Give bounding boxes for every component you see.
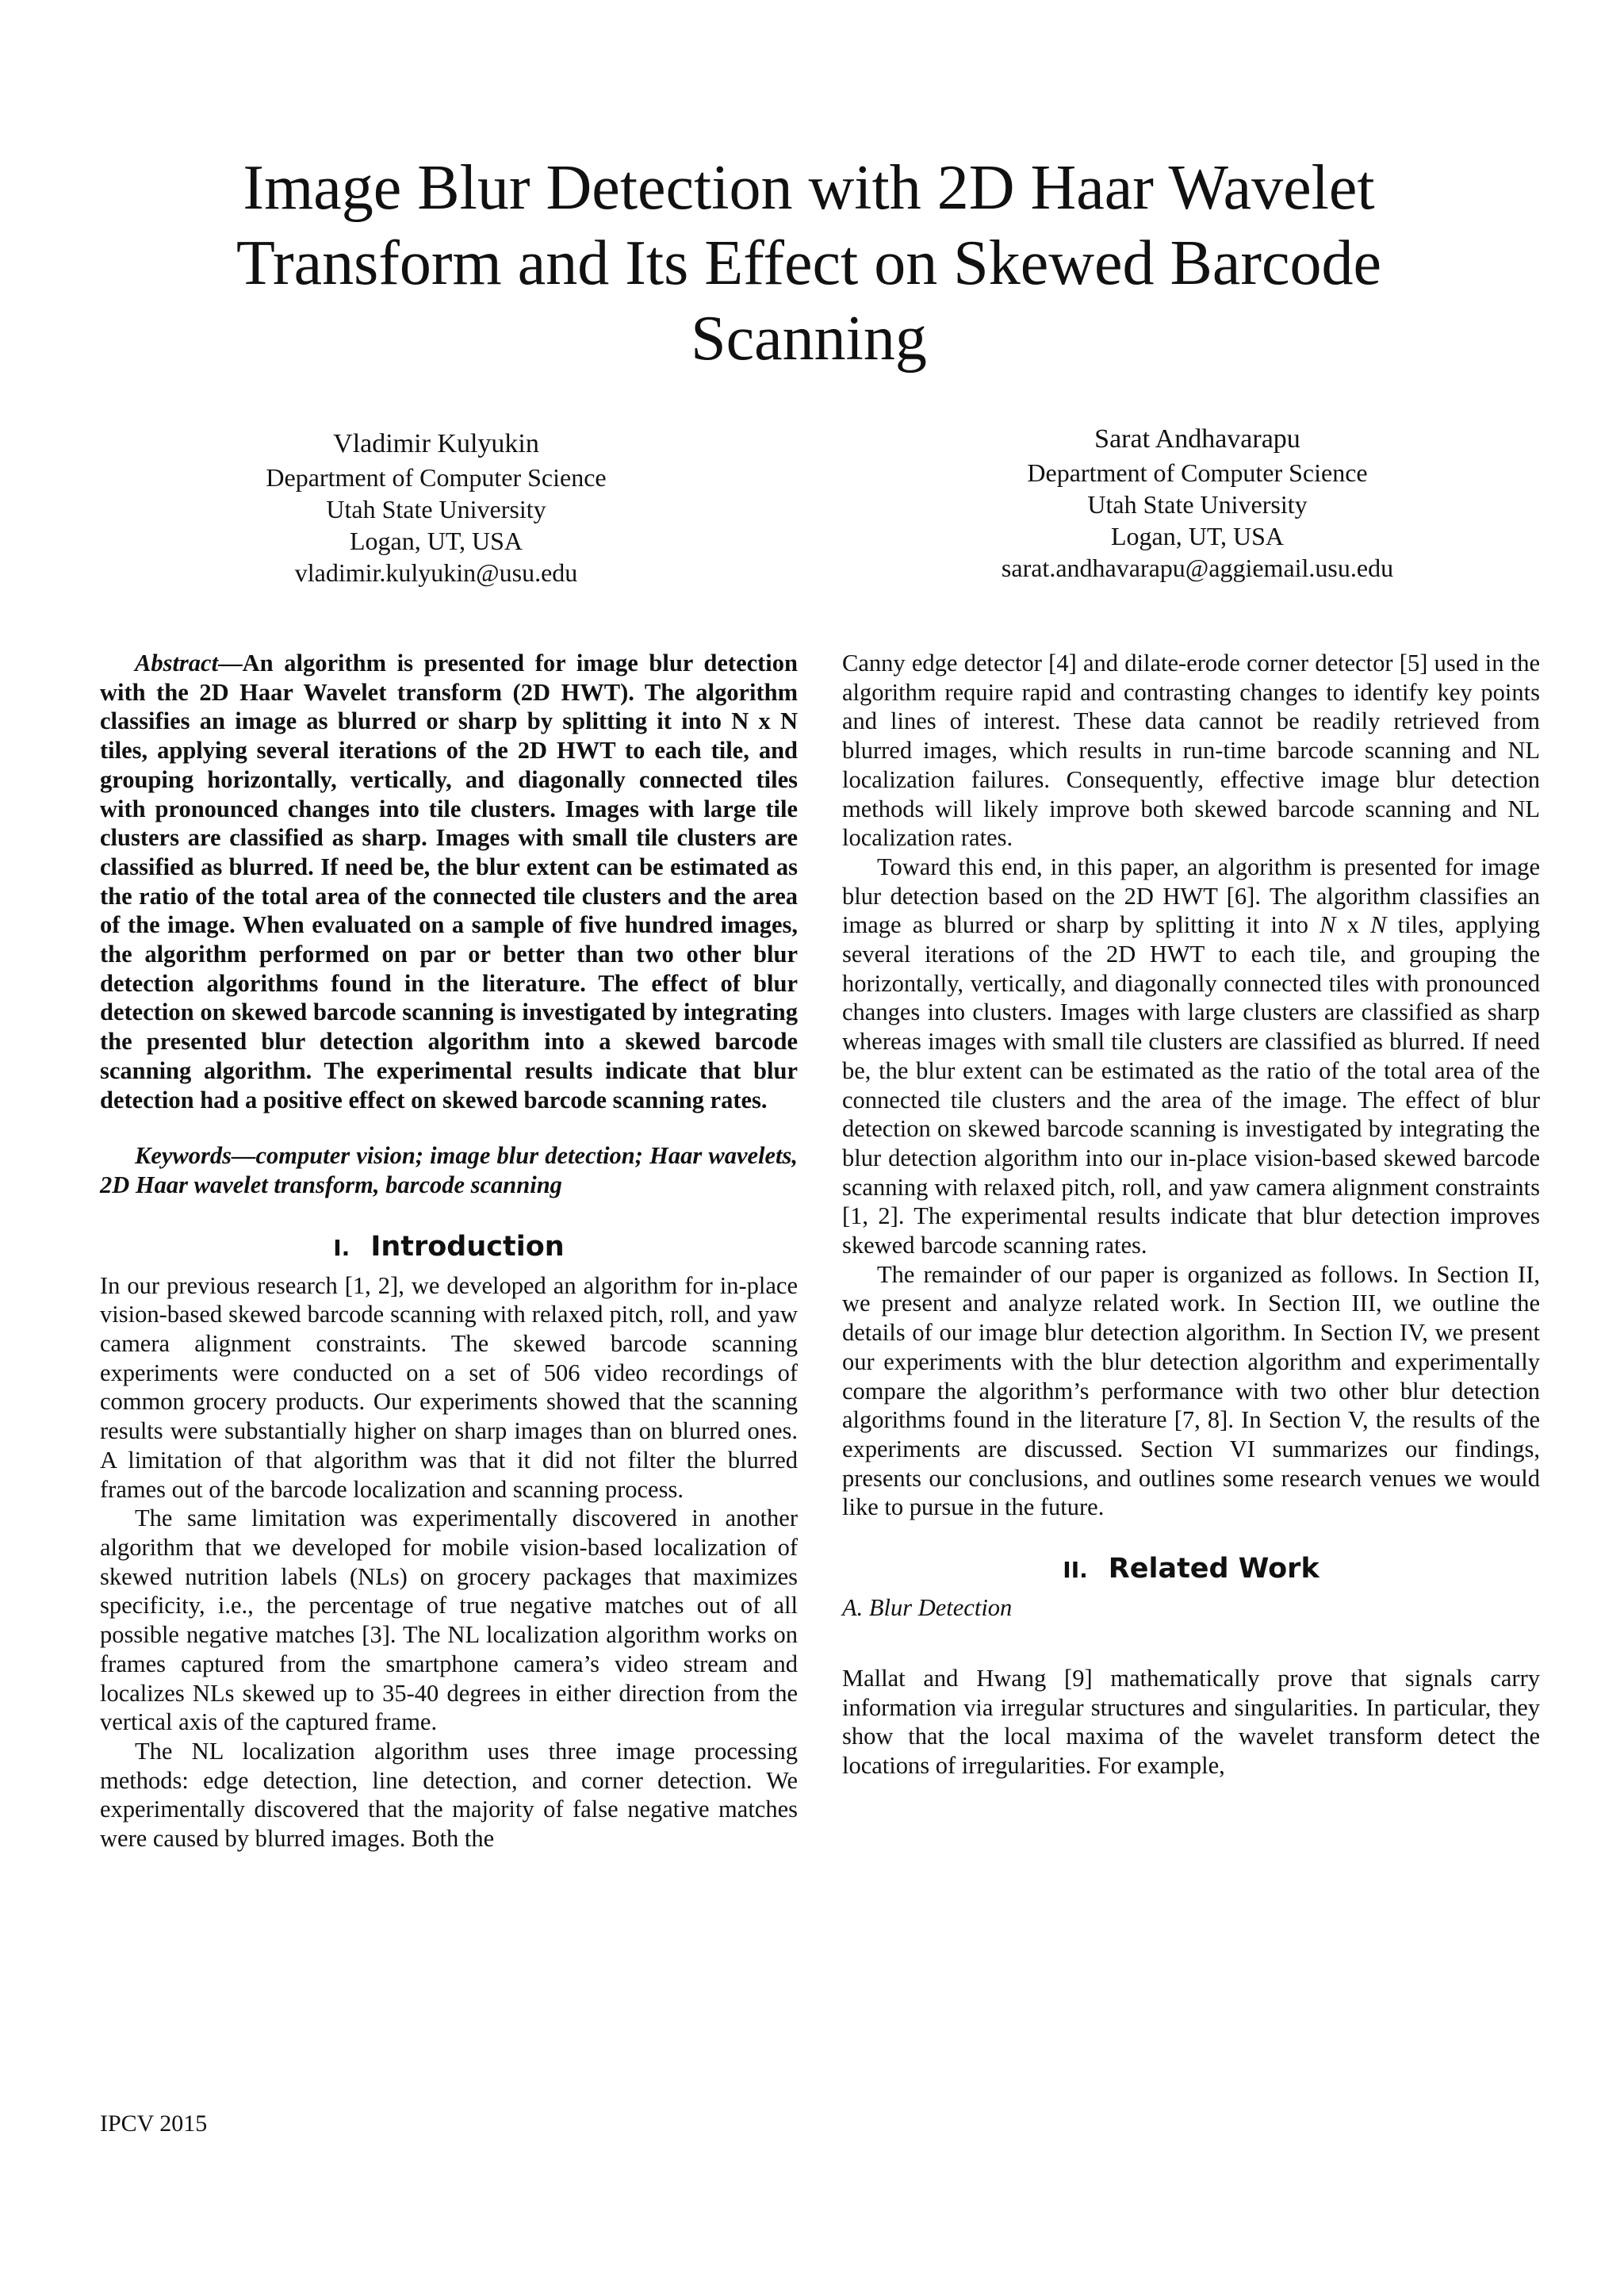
- right-column: [842, 649, 1540, 1780]
- keywords: [100, 1141, 798, 1199]
- author-block-1: [198, 427, 674, 588]
- body-paragraph: Mallat and Hwang [9] mathematically prove that signals carry information via irregular structures and singularities. In particular, they show that the local maxima of the wavelet transform detect the locations of irregularities. For example,: [842, 1664, 1540, 1779]
- intro-paragraph: The NL localization algorithm uses three image processing methods: edge detection, line detection, and corner detection. We experimentally discovered that the majority of false negative matches were caused by blurred images. Both the: [100, 1737, 798, 1853]
- subsection-heading: A. Blur Detection: [842, 1594, 1013, 1622]
- abstract: [100, 649, 798, 1114]
- body-paragraph: Canny edge detector [4] and dilate-erode corner detector [5] used in the algorithm require rapid and contrasting changes to identify key points and lines of interest. These data cannot be readily retrieved from blurred images, which results in run-time barcode scanning and NL localization failures. Consequently, effective image blur detection methods will likely improve both skewed barcode scanning and NL localization rates.: [842, 650, 1540, 852]
- section-heading-introduction: [100, 1228, 798, 1267]
- section-number: II.: [1063, 1557, 1088, 1584]
- author-name: Sarat Andhavarapu: [1094, 424, 1300, 454]
- section-heading-related-work: [842, 1550, 1540, 1589]
- math-variable: N: [1370, 911, 1387, 939]
- section-title: Introduction: [370, 1230, 565, 1263]
- abstract-text: —An algorithm is presented for image blur detection with the 2D Haar Wavelet transform (2D HWT). The algorithm classifies an image as blurred or sharp by splitting it into N x N tiles, applying several iterations of the 2D HWT to each tile, and grouping horizontally, vertically, and diagonally connected tiles with pronounced changes into tile clusters. Images with large tile clusters are classified as sharp. Images with small tile clusters are classified as blurred. If need be, the blur extent can be estimated as the ratio of the total area of the connected tile clusters and the area of the image. When evaluated on a sample of five hundred images, the algorithm performed on par or better than two other blur detection algorithms found in the literature. The effect of blur detection on skewed barcode scanning is investigated by integrating the presented blur detection algorithm into a skewed barcode scanning algorithm. The experimental results indicate that blur detection had a positive effect on skewed barcode scanning rates.: [100, 650, 798, 1114]
- section-title: Related Work: [1108, 1553, 1320, 1585]
- paragraph-text: Toward this end, in this paper, an algorithm is presented for image blur detection based on the 2D HWT [6]. The algorithm classifies an image as blurred or sharp by splitting it into: [842, 853, 1540, 939]
- author-department: Department of Computer Science: [266, 463, 607, 492]
- section-number: I.: [333, 1234, 350, 1261]
- author-email: sarat.andhavarapu@aggiemail.usu.edu: [1001, 554, 1394, 582]
- keywords-label: Keywords: [135, 1142, 232, 1170]
- author-university: Utah State University: [1087, 490, 1308, 519]
- paragraph-text: tiles, applying several iterations of the 2D HWT to each tile, and grouping the horizontally, vertically, and diagonally connected tiles with pronounced changes into clusters. Images with large clusters are classified as sharp whereas images with small tile clusters are classified as blurred. If need be, the blur extent can be estimated as the ratio of the total area of the connected tile clusters and the area of the image. The effect of blur detection on skewed barcode scanning is investigated by integrating the blur detection algorithm into our in-place vision-based skewed barcode scanning with relaxed pitch, roll, and yaw camera alignment constraints [1, 2]. The experimental results indicate that blur detection improves skewed barcode scanning rates.: [842, 911, 1540, 1259]
- keywords-text: —computer vision; image blur detection; Haar wavelets, 2D Haar wavelet transform, barcode scanning: [100, 1142, 798, 1198]
- left-column: [100, 649, 798, 1853]
- author-university: Utah State University: [326, 495, 546, 523]
- paper-title: Image Blur Detection with 2D Haar Wavelet Transform and Its Effect on Skewed Barcode Scanning: [236, 153, 1382, 374]
- author-department: Department of Computer Science: [1027, 458, 1368, 487]
- paragraph-text: x: [1335, 911, 1371, 939]
- author-location: Logan, UT, USA: [349, 527, 523, 555]
- author-location: Logan, UT, USA: [1110, 522, 1285, 550]
- body-paragraph: The remainder of our paper is organized as follows. In Section II, we present and analyze related work. In Section III, we outline the details of our image blur detection algorithm. In Section IV, we present our experiments with the blur detection algorithm and experimentally compare the algorithm’s performance with two other blur detection algorithms found in the literature [7, 8]. In Section V, the results of the experiments are discussed. Section VI summarizes our findings, presents our conclusions, and outlines some research venues we would like to pursue in the future.: [842, 1260, 1540, 1521]
- author-email: vladimir.kulyukin@usu.edu: [294, 558, 578, 587]
- intro-paragraph: In our previous research [1, 2], we developed an algorithm for in-place vision-based skewed barcode scanning with relaxed pitch, roll, and yaw camera alignment constraints. The skewed barcode scanning experiments were conducted on a set of 506 video recordings of common grocery products. Our experiments showed that the scanning results were substantially higher on sharp images than on blurred ones. A limitation of that algorithm was that it did not filter the blurred frames out of the barcode localization and scanning process.: [100, 1271, 798, 1503]
- author-name: Vladimir Kulyukin: [333, 429, 539, 458]
- math-variable: N: [1320, 911, 1336, 939]
- page-footer: IPCV 2015: [100, 2110, 208, 2137]
- body-paragraph: [842, 853, 1540, 1260]
- intro-paragraph: The same limitation was experimentally discovered in another algorithm that we developed for mobile vision-based localization of skewed nutrition labels (NLs) on grocery packages that maximizes specificity, i.e., the percentage of true negative matches out of all possible negative matches [3]. The NL localization algorithm works on frames captured from the smartphone camera’s video stream and localizes NLs skewed up to 35-40 degrees in either direction from the vertical axis of the captured frame.: [100, 1504, 798, 1736]
- abstract-label: Abstract: [135, 650, 219, 677]
- author-block-2: [920, 422, 1475, 584]
